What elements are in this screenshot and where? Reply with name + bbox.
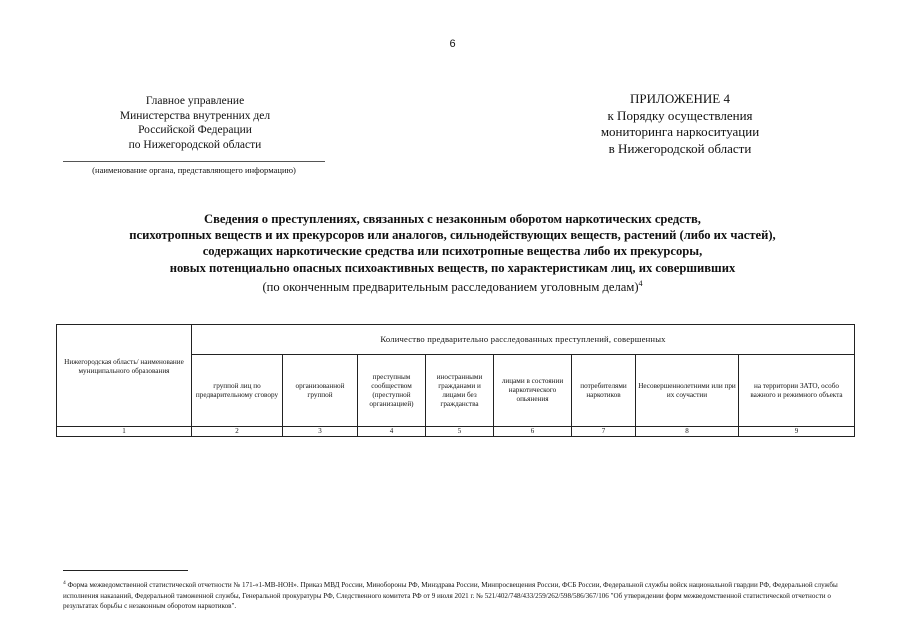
- header-col-7: потребителями наркотиков: [572, 355, 636, 427]
- title-line: содержащих наркотические средства или психотропные вещества либо их прекурсоры,: [202, 244, 703, 259]
- reporting-organization: [95, 94, 295, 152]
- footnote-text: Форма межведомственной статистической отчетности № 171-«1-МВ-НОН». Приказ МВД России, Минобороны РФ, Минздрава России, Минпросвещения России, ФСБ России, Федеральной службы войск национальной гвардии РФ, Федеральной службы исполнения наказаний, Федеральной таможенной службы, Генеральной прокуратуры РФ, Следственного комитета РФ от 9 июля 2021 г. № 521/402/748/433/259/262/598/586/367/106 "Об утверждении форм межведомственной статистической отчетности о результатах борьбы с незаконным оборотом наркотиков".: [63, 581, 838, 610]
- footnote-separator: [63, 570, 188, 571]
- column-number: 9: [739, 427, 855, 437]
- column-number: 5: [426, 427, 494, 437]
- column-number: 2: [192, 427, 283, 437]
- header-group: Количество предварительно расследованных преступлений, совершенных: [192, 325, 855, 355]
- header-col-3: организованной группой: [283, 355, 358, 427]
- org-underline: [63, 161, 325, 162]
- appendix-block: [545, 91, 815, 157]
- column-number-row: [57, 427, 855, 437]
- org-caption: (наименование органа, представляющего информацию): [92, 165, 296, 175]
- report-table: [56, 324, 855, 437]
- column-number: 8: [636, 427, 739, 437]
- title-line: психотропных веществ и их прекурсоров или аналогов, сильнодействующих веществ, растений (либо их частей),: [129, 228, 776, 243]
- appendix-line: в Нижегородской области: [608, 140, 752, 156]
- column-number: 6: [494, 427, 572, 437]
- title-line: новых потенциально опасных психоактивных веществ, по характеристикам лиц, их совершивших: [169, 260, 736, 275]
- title-line: Сведения о преступлениях, связанных с незаконным оборотом наркотических средств,: [204, 212, 701, 226]
- footnote-ref: 4: [638, 278, 643, 288]
- column-number: 3: [283, 427, 358, 437]
- column-number: 4: [358, 427, 426, 437]
- org-line: Российской Федерации: [138, 124, 252, 136]
- column-number: 1: [57, 427, 192, 437]
- org-line: Главное управление: [145, 95, 245, 107]
- header-col-9: на территории ЗАТО, особо важного и режимного объекта: [739, 355, 855, 427]
- subtitle-text: (по оконченным предварительным расследованием уголовным делам): [262, 279, 639, 294]
- header-col-4: преступным сообществом (преступной организацией): [358, 355, 426, 427]
- report-title: [40, 211, 865, 295]
- page-number: 6: [449, 38, 456, 50]
- org-line: по Нижегородской области: [128, 138, 262, 151]
- header-col-8: Несовершеннолетними или при их соучастии: [636, 355, 739, 427]
- header-territory: Нижегородская область/ наименование муниципального образования: [57, 325, 192, 427]
- header-col-5: иностранными гражданами и лицами без гражданства: [426, 355, 494, 427]
- org-line: Министерства внутренних дел: [119, 109, 271, 122]
- appendix-heading: ПРИЛОЖЕНИЕ 4: [630, 91, 730, 106]
- header-col-6: лицами в состоянии наркотического опьянения: [494, 355, 572, 427]
- appendix-line: мониторинга наркоситуации: [600, 124, 760, 139]
- appendix-line: к Порядку осуществления: [607, 107, 753, 123]
- footnote-mark: 4: [63, 580, 66, 586]
- header-col-2: группой лиц по предварительному сговору: [192, 355, 283, 427]
- footnote: [63, 578, 849, 612]
- column-number: 7: [572, 427, 636, 437]
- title-subtitle: [40, 276, 865, 295]
